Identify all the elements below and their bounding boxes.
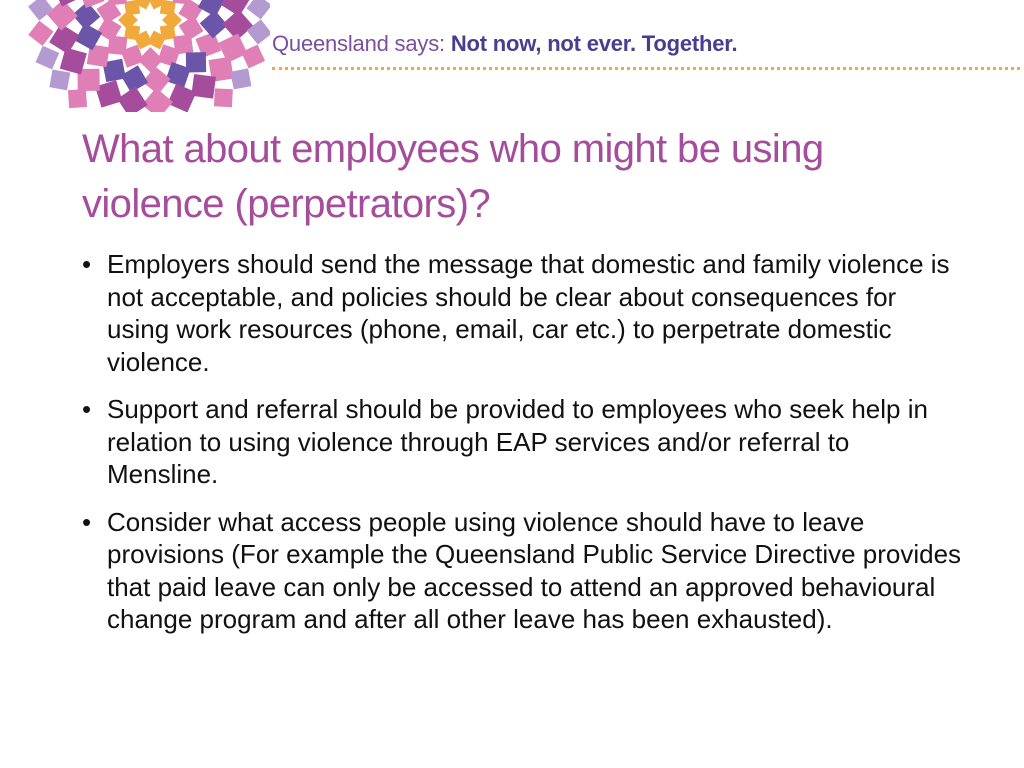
bullet-item bbox=[82, 393, 962, 491]
slide-title: What about employees who might be using violence (perpetrators)? bbox=[82, 127, 824, 226]
tagline-prefix: Queensland says: bbox=[272, 31, 451, 56]
tagline-slogan: Not now, not ever. Together. bbox=[450, 31, 738, 56]
header-divider bbox=[272, 67, 1020, 70]
logo-tile bbox=[28, 0, 53, 21]
bullet-item bbox=[82, 248, 962, 378]
bullet-dot: • bbox=[82, 249, 92, 279]
logo-tile bbox=[167, 83, 196, 112]
logo-tile bbox=[246, 0, 270, 19]
logo-tile bbox=[230, 68, 251, 89]
bullet-dot: • bbox=[82, 506, 92, 537]
bullet-text: Employers should send the message that domestic and family violence is not acceptable, and policies should be clear about consequences for using work resources (phone, email, car etc.) to perpetrate domestic violence. bbox=[107, 249, 950, 377]
logo-tile bbox=[49, 24, 79, 54]
logo-tile bbox=[142, 88, 173, 112]
logo-tile bbox=[214, 88, 233, 107]
bullet-dot: • bbox=[82, 394, 92, 424]
bullet-text: Consider what access people using violence should have to leave provisions (For example the Queensland Public Service Directive provides that paid leave can only be accessed to attend an approved behavioural change program and after all other leave has been exhausted). bbox=[107, 506, 962, 634]
logo-tile bbox=[36, 46, 60, 70]
bullet-list bbox=[82, 248, 962, 651]
star-mosaic-logo bbox=[0, 0, 270, 112]
logo-tile bbox=[68, 89, 87, 108]
tagline bbox=[272, 30, 737, 58]
bullet-item bbox=[82, 506, 962, 636]
bullet-text: Support and referral should be provided to employees who seek help in relation to using violence through EAP services and/or referral to Mensline. bbox=[107, 394, 928, 489]
logo-graphic bbox=[0, 0, 270, 112]
logo-tile bbox=[107, 0, 127, 6]
logo-tile bbox=[49, 69, 70, 90]
